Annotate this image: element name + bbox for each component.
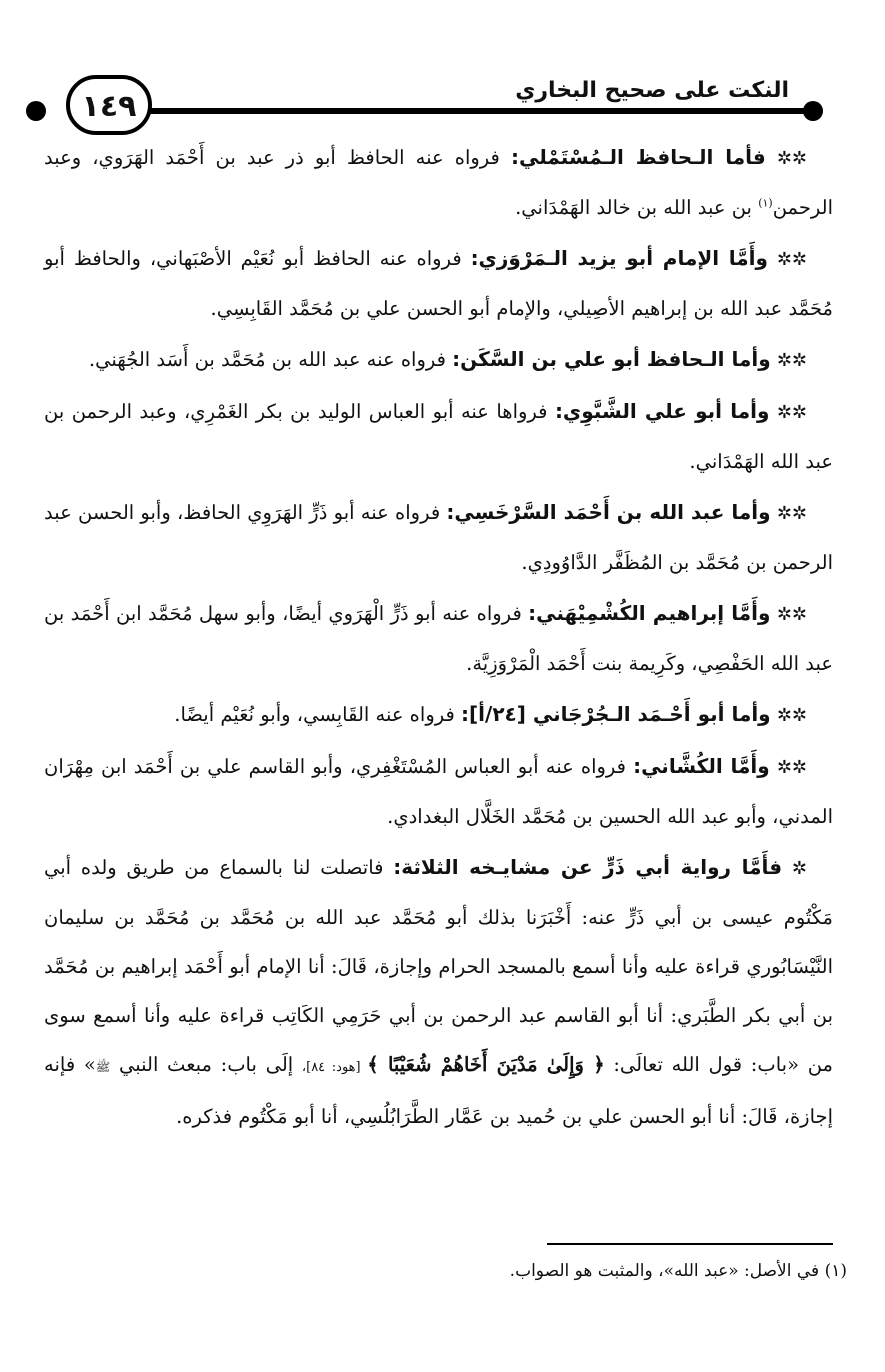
verse-reference: [هود: ٨٤]، (301, 1060, 368, 1075)
star-marker: ✲✲ (776, 705, 807, 726)
quran-verse: ﴿ وَإِلَىٰ مَدْيَنَ أَخَاهُمْ شُعَيْبًا ﴾ (367, 1053, 605, 1076)
footnote-separator (547, 1243, 833, 1245)
salutation-glyph: ﷺ (95, 1060, 111, 1074)
paragraph-text: فرواه عنه أبو ذَرٍّ الهَرَوِي الحافظ، وأبو الحسن عبد الرحمن بن مُحَمَّد بن المُظَفَّر الدَّاوُودِي. (44, 501, 833, 574)
header-dot-left (26, 101, 46, 121)
paragraph-marwazi (44, 234, 833, 333)
paragraph-shabbawi (44, 387, 833, 486)
paragraph-text: إلَى باب: مبعث النبي (110, 1053, 302, 1076)
page-header (0, 60, 885, 140)
paragraph-text: » فإنه إجازة، قَالَ: أنا أبو الحسن علي بن حُميد بن عَمَّار الطَّرَابُلُسِي، أنا أبو مَكْتُوم فذكره. (44, 1053, 833, 1128)
paragraph-text: فرواه عنه أبو العباس المُسْتَغْفِري، وأبو القاسم علي بن أَحْمَد ابن مِهْرَان المدني، وأبو عبد الله الحسين بن مُحَمَّد الخَلَّال البغدادي. (44, 755, 833, 828)
paragraph-text: فرواه عنه أبو ذَرٍّ الْهَرَوي أيضًا، وأبو سهل مُحَمَّد ابن أَحْمَد بن عبد الله الحَفْصِي، وكَرِيمة بنت أَحْمَد الْمَرْوَزِيَّة. (44, 602, 833, 675)
paragraph-text: فرواه عنه القَابِسي، وأبو نُعَيْم أيضًا. (174, 703, 462, 726)
paragraph-kushani (44, 742, 833, 841)
header-dot-right (803, 101, 823, 121)
paragraph-heading: وأما الـحافظ أبو علي بن السَّكَن: (452, 347, 771, 371)
star-marker: ✲✲ (776, 350, 807, 371)
paragraph-heading: وأَمَّا الكُشَّاني: (633, 754, 770, 778)
paragraph-text: فاتصلت لنا بالسماع من طريق ولده أبي مَكْتُوم عيسى بن أبي ذَرٍّ عنه: أَخْبَرَنا بذلك أبو مُحَمَّد عبد الله بن مُحَمَّد بن مُحَمَّد بن سليمان النَّيْسَابُوري قراءة عليه وأنا أسمع بالمسجد الحرام وإجازة، قَالَ: أنا الإمام أبو أَحْمَد إبراهيم بن مُحَمَّد بن أبي بكر الطَّبَري: أنا أبو القاسم عبد الرحمن بن أبي حَرَمِي الكَاتِب قراءة عليه وأنا أسمع سوى من «باب: قول الله تعالَى: (44, 856, 833, 1076)
paragraph-text: بن عبد الله بن خالد الهَمْدَاني. (515, 196, 759, 219)
paragraph-mustamli (44, 133, 833, 232)
paragraph-heading: وأَمَّا إبراهيم الكُشْمِيْهَني: (528, 601, 771, 625)
paragraph-heading: وأَمَّا الإمام أبو يزيد الـمَرْوَزي: (470, 246, 768, 270)
paragraph-text: فرواه عنه الحافظ أبو نُعَيْم الأصْبَهاني، والحافظ أبو مُحَمَّد عبد الله بن إبراهيم الأصِيلي، والإمام أبو الحسن علي بن مُحَمَّد القَابِسِي. (44, 247, 833, 320)
paragraph-kushmihani (44, 589, 833, 688)
paragraph-sarakhsi (44, 488, 833, 587)
paragraph-heading: فأما الـحافظ الـمُسْتَمْلي: (510, 145, 766, 169)
paragraph-text: فرواها عنه أبو العباس الوليد بن بكر الغَمْرِي، وعبد الرحمن بن عبد الله الهَمْدَاني. (44, 400, 833, 473)
star-marker: ✲✲ (776, 249, 808, 270)
paragraph-heading: فأَمَّا رواية أبي ذَرٍّ عن مشايـخه الثلاثة: (393, 855, 783, 879)
star-marker: ✲✲ (776, 757, 807, 778)
book-title: النكت على صحيح البخاري (505, 74, 799, 108)
paragraph-text: فرواه عنه عبد الله بن مُحَمَّد بن أَسَد الجُهَني. (88, 348, 453, 371)
paragraph-text: فرواه عنه الحافظ أبو ذر عبد بن أَحْمَد الهَرَوي، وعبد الرحمن (44, 146, 833, 219)
star-marker: ✲ (791, 858, 807, 879)
main-text (44, 133, 833, 1143)
page-number: ١٤٩ (66, 75, 152, 135)
footnote: (١) في الأصل: «عبد الله»، والمثبت هو الصواب. (509, 1261, 847, 1281)
paragraph-heading: وأما أبو علي الشَّبَّوِي: (554, 399, 770, 423)
header-rule (150, 108, 805, 114)
paragraph-ibn-alsakan (44, 335, 833, 385)
footnote-reference: (١) (758, 196, 773, 210)
star-marker: ✲✲ (776, 402, 808, 423)
paragraph-heading: وأما عبد الله بن أَحْمَد السَّرْخَسِي: (446, 500, 771, 524)
paragraph-jurjani (44, 690, 833, 740)
star-marker: ✲✲ (776, 604, 807, 625)
paragraph-abu-dharr-riwaya (44, 843, 833, 1141)
star-marker: ✲✲ (776, 148, 807, 169)
star-marker: ✲✲ (776, 503, 807, 524)
paragraph-heading: وأما أبو أَحْـمَد الـجُرْجَاني [٢٤/أ]: (461, 702, 771, 726)
